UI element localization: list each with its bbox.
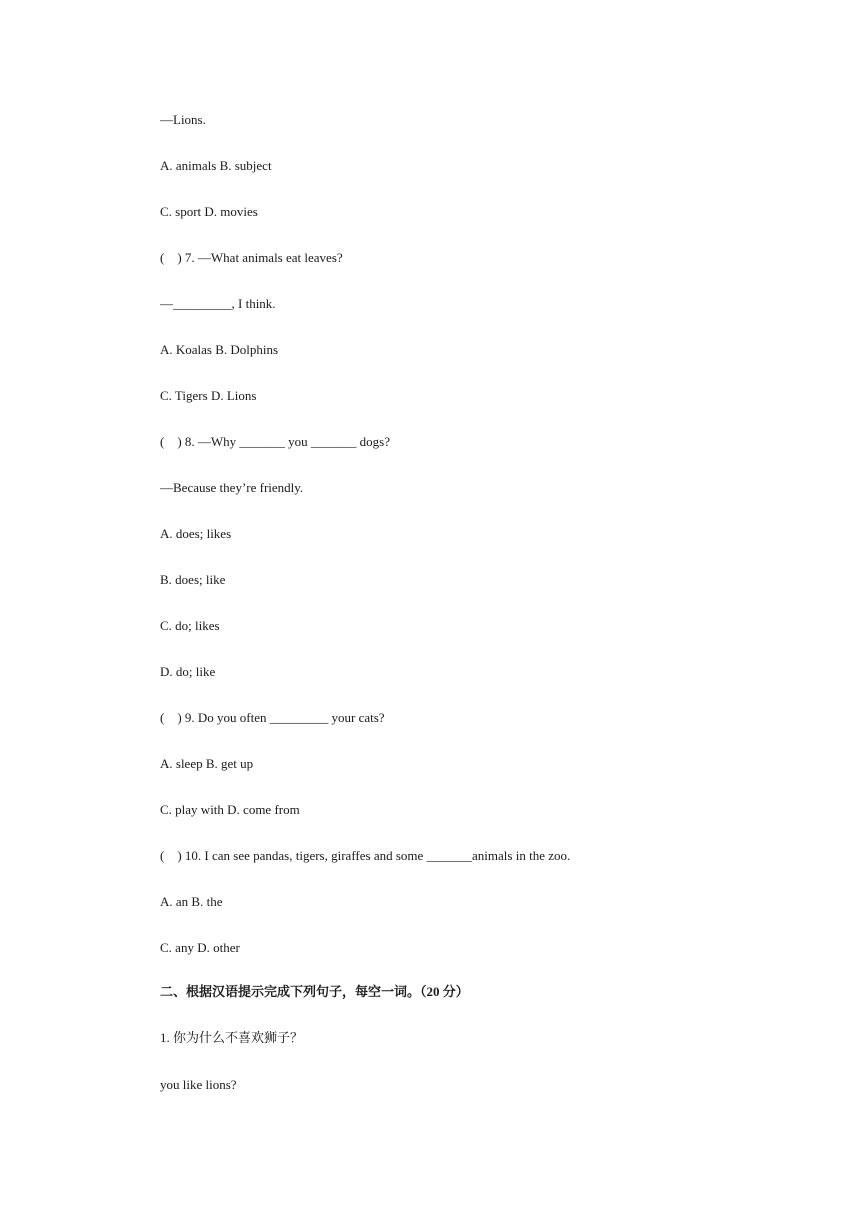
option-a: A. does; likes [160, 526, 232, 541]
options-line: C. Tigers D. Lions [160, 388, 257, 403]
options-line: C. sport D. movies [160, 204, 258, 219]
option-b: B. does; like [160, 572, 226, 587]
question-10: ( ) 10. I can see pandas, tigers, giraffes and some _______animals in the zoo. [160, 848, 571, 863]
answer-line: —_________, I think. [160, 296, 276, 311]
answer-line: —Lions. [160, 112, 206, 127]
question-7: ( ) 7. —What animals eat leaves? [160, 250, 343, 265]
answer-line: —Because they’re friendly. [160, 480, 304, 495]
options-line: A. sleep B. get up [160, 756, 254, 771]
question-8: ( ) 8. —Why _______ you _______ dogs? [160, 434, 391, 449]
options-line: A. animals B. subject [160, 158, 272, 173]
options-line: A. Koalas B. Dolphins [160, 342, 279, 357]
options-line: C. play with D. come from [160, 802, 300, 817]
section-heading: 二、根据汉语提示完成下列句子，每空一词。（20 分） [160, 984, 469, 999]
option-d: D. do; like [160, 664, 216, 679]
translation-prompt: 1. 你为什么不喜欢狮子？ [160, 1030, 304, 1045]
translation-answer-line: you like lions? [160, 1077, 237, 1092]
options-line: C. any D. other [160, 940, 240, 955]
options-line: A. an B. the [160, 894, 223, 909]
question-9: ( ) 9. Do you often _________ your cats? [160, 710, 385, 725]
option-c: C. do; likes [160, 618, 220, 633]
